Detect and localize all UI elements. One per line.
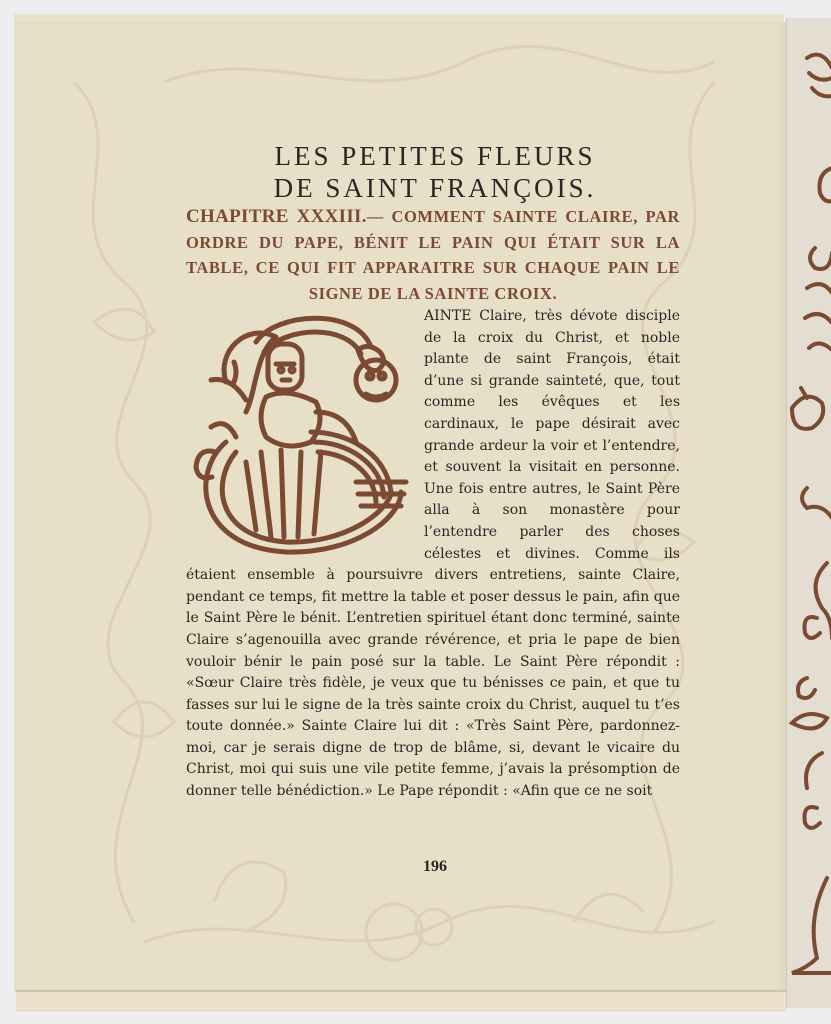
- body-first-word: AINTE: [424, 308, 472, 324]
- title-line-2: DE SAINT FRANÇOIS.: [273, 173, 597, 203]
- chapter-heading: [186, 204, 680, 306]
- facing-page-edge: [786, 18, 831, 1008]
- page-number: 196: [423, 858, 447, 875]
- chapter-label: CHAPITRE XXXIII.: [186, 206, 367, 227]
- chapter-title: — COMMENT SAINTE CLAIRE, PAR ORDRE DU PAPE, BÉNIT LE PAIN QUI ÉTAIT SUR LA TABLE, CE QUI FIT APPARAITRE SUR CHAQUE PAIN LE SIGNE DE LA SAINTE CROIX.: [186, 207, 680, 303]
- page-bottom-edge: [16, 990, 786, 1011]
- floral-border-icon: [787, 18, 831, 1008]
- left-page: [14, 22, 786, 992]
- drop-cap: [186, 302, 418, 562]
- title-line-1: LES PETITES FLEURS: [274, 141, 596, 171]
- book-title: [180, 140, 690, 204]
- illuminated-letter-s-icon: [186, 302, 418, 562]
- body-paragraph: Claire, très dévote disciple de la croix du Christ, et noble plante de saint François, était d’une si grande sainteté, que, tout comme les évêques et les cardinaux, le pape désirait avec grande ardeur la voir et l’entendre, et souvent la visitait en personne. Une fois entre autres, le Saint Père alla à son monastère pour l’entendre parler des choses célestes et divines. Comme ils étaient ensemble à poursuivre divers entretiens, sainte Claire, pendant ce temps, fit mettre la table et poser dessus le pain, afin que le Saint Père le bénit. L’entretien spirituel étant donc terminé, sainte Claire s’agenouilla avec grande révérence, et pria le pape de bien vouloir bénir le pain posé sur la table. Le Saint Père répondit : «Sœur Claire très fidèle, je veux que tu bénisses ce pain, et que tu fasses sur lui le signe de la très sainte croix du Christ, auquel tu t’es toute donnée.» Sainte Claire lui dit : «Très Saint Père, pardonnez-moi, car je serais digne de trop de blâme, si, devant le vicaire du Christ, moi qui suis une vile petite femme, j’avais la présomption de donner telle bénédiction.» Le Pape répondit : «Afin que ce ne soit: [186, 308, 680, 800]
- body-text: [186, 306, 680, 803]
